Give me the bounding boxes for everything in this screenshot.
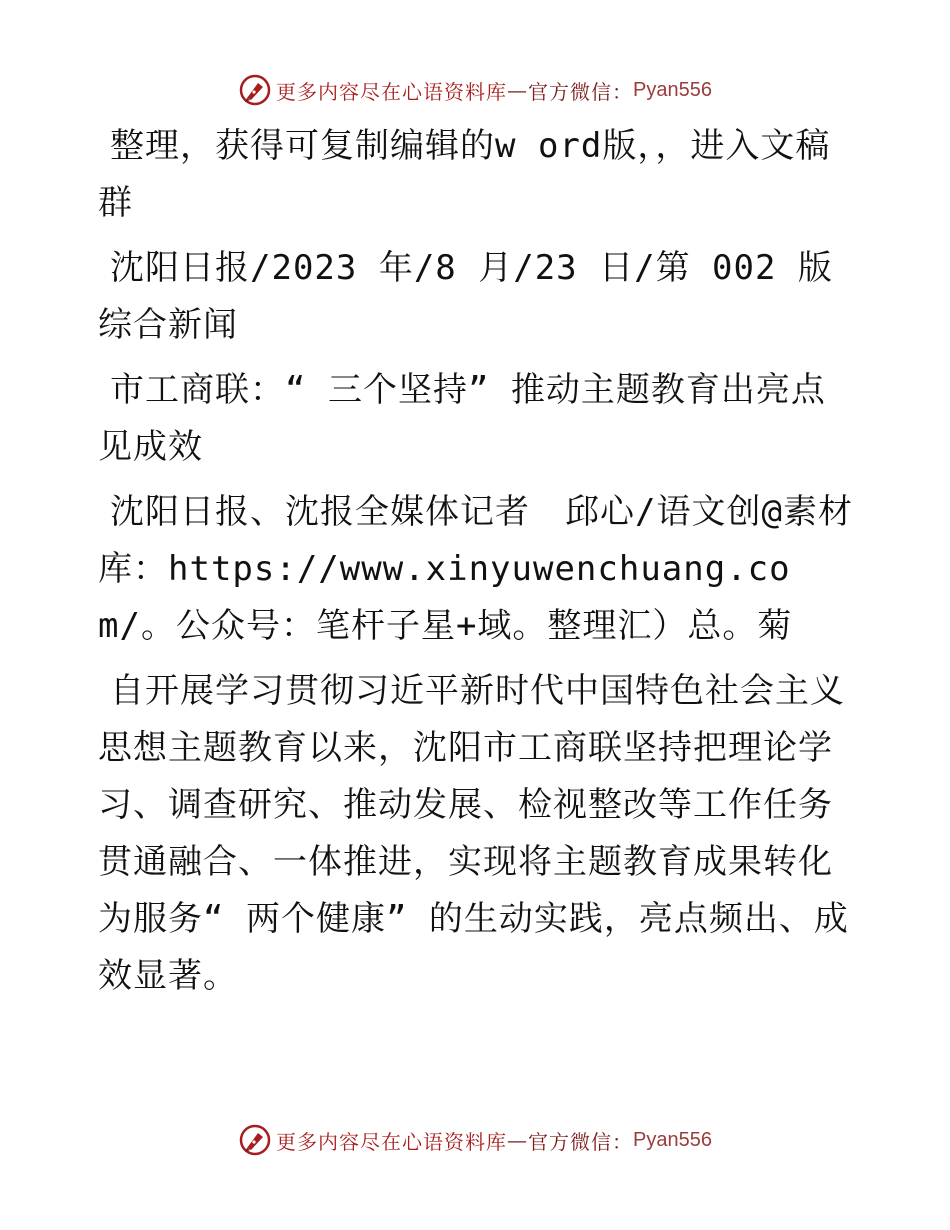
document-body [98,118,858,1013]
paragraph-byline: 沈阳日报、沈报全媒体记者 邱心/语文创@素材库：https://www.xinyuwenchuang.com/。公众号：笔杆子星+域。整理汇）总。菊 [98,492,853,646]
article-title: 市工商联：“ 三个坚持” 推动主题教育出亮点见成效 [98,370,826,467]
pen-nib-logo-icon [238,1123,272,1157]
footer-site-name: 更多内容尽在心语资料库 [276,1129,508,1154]
footer-banner [0,1120,950,1160]
banner-separator: — [507,78,529,102]
header-banner [0,70,950,110]
banner-site-name: 更多内容尽在心语资料库 [276,79,508,104]
footer-wechat-handle: Pyan556 [633,1128,712,1151]
banner-wechat-handle: Pyan556 [633,78,712,101]
banner-official-label: 官方微信： [528,79,634,104]
footer-separator: — [507,1128,529,1152]
pen-nib-logo-icon [238,73,272,107]
paragraph-body: 自开展学习贯彻习近平新时代中国特色社会主义思想主题教育以来，沈阳市工商联坚持把理论学习、调查研究、推动发展、检视整改等工作任务贯通融合、一体推进，实现将主题教育成果转化为服务“ 两个健康” 的生动实践，亮点频出、成效显著。 [98,671,849,996]
paragraph-source-line: 沈阳日报/2023 年/8 月/23 日/第 002 版综合新闻 [98,248,833,345]
paragraph-intro-note: 整理，获得可复制编辑的w ord版，，进入文稿群 [98,126,831,223]
footer-official-label: 官方微信： [528,1129,634,1154]
